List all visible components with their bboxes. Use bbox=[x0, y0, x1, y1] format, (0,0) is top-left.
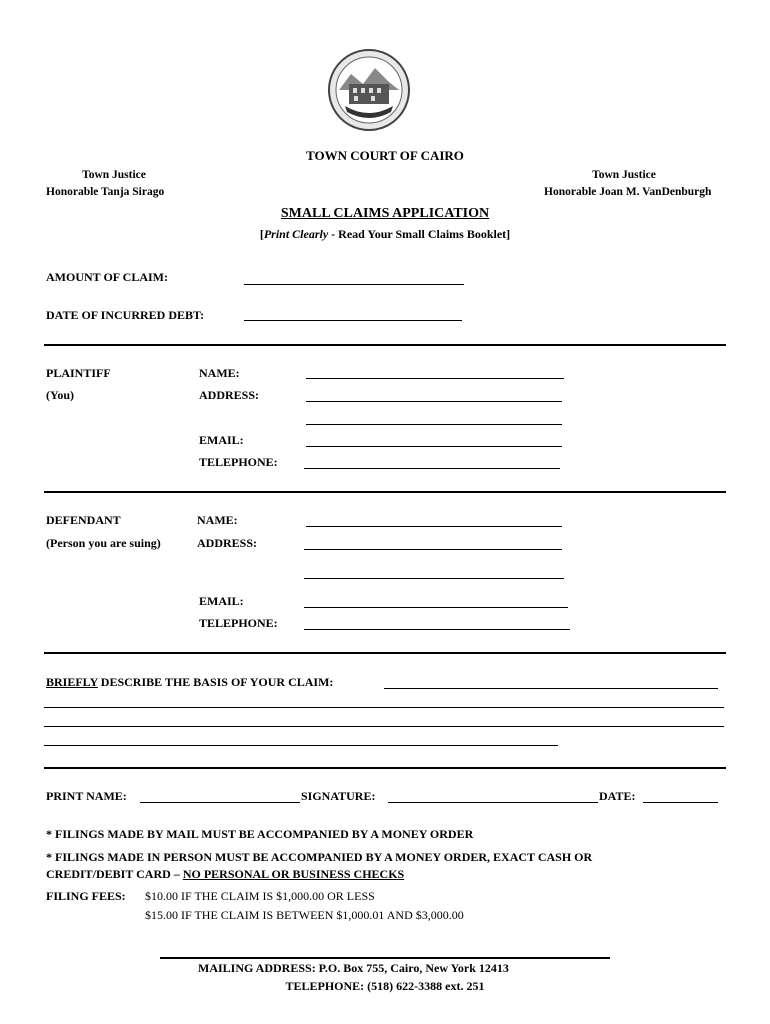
claim-basis-field-2[interactable] bbox=[44, 707, 724, 708]
date-label: DATE: bbox=[599, 789, 636, 803]
plaintiff-telephone-label: TELEPHONE: bbox=[199, 455, 278, 469]
right-justice-name: Honorable Joan M. VanDenburgh bbox=[544, 186, 712, 198]
instruction-rest: - Read Your Small Claims Booklet bbox=[328, 227, 507, 241]
defendant-telephone-field[interactable] bbox=[304, 629, 570, 630]
mail-filing-note: * FILINGS MADE BY MAIL MUST BE ACCOMPANIED BY A MONEY ORDER bbox=[46, 827, 474, 841]
left-justice-title: Town Justice bbox=[82, 169, 146, 181]
print-name-field[interactable] bbox=[140, 802, 300, 803]
divider bbox=[44, 767, 726, 769]
signature-label: SIGNATURE: bbox=[301, 789, 376, 803]
defendant-email-label: EMAIL: bbox=[199, 594, 244, 608]
claim-basis-label: BRIEFLY DESCRIBE THE BASIS OF YOUR CLAIM: bbox=[46, 675, 334, 689]
form-title: SMALL CLAIMS APPLICATION bbox=[280, 206, 490, 221]
plaintiff-address-field-1[interactable] bbox=[306, 401, 562, 402]
defendant-name-label: NAME: bbox=[197, 513, 238, 527]
print-name-label: PRINT NAME: bbox=[46, 789, 127, 803]
plaintiff-telephone-field[interactable] bbox=[304, 468, 560, 469]
right-justice-title: Town Justice bbox=[592, 169, 656, 181]
divider bbox=[44, 344, 726, 346]
mailing-address: MAILING ADDRESS: P.O. Box 755, Cairo, New York 12413 bbox=[198, 961, 509, 975]
filing-fees-label: FILING FEES: bbox=[46, 889, 126, 903]
town-seal-logo bbox=[327, 48, 411, 132]
defendant-heading: DEFENDANT bbox=[46, 513, 121, 527]
amount-of-claim-field[interactable] bbox=[244, 284, 464, 285]
divider bbox=[44, 652, 726, 654]
footer-telephone: TELEPHONE: (518) 622-3388 ext. 251 bbox=[285, 979, 485, 993]
instruction-italic: Print Clearly bbox=[263, 227, 329, 241]
form-instruction: [Print Clearly - Read Your Small Claims Booklet] bbox=[259, 227, 511, 241]
defendant-email-field[interactable] bbox=[304, 607, 568, 608]
plaintiff-address-field-2[interactable] bbox=[306, 424, 562, 425]
person-filing-note-line2: CREDIT/DEBIT CARD – NO PERSONAL OR BUSINESS CHECKS bbox=[46, 867, 405, 881]
claim-basis-field-4[interactable] bbox=[44, 745, 558, 746]
court-name: TOWN COURT OF CAIRO bbox=[306, 148, 464, 163]
defendant-address-label: ADDRESS: bbox=[197, 536, 258, 550]
amount-of-claim-label: AMOUNT OF CLAIM: bbox=[46, 270, 168, 284]
defendant-telephone-label: TELEPHONE: bbox=[199, 616, 278, 630]
defendant-name-field[interactable] bbox=[306, 526, 562, 527]
filing-fee-2: $15.00 IF THE CLAIM IS BETWEEN $1,000.01 AND $3,000.00 bbox=[145, 908, 464, 922]
plaintiff-address-label: ADDRESS: bbox=[199, 388, 260, 402]
plaintiff-heading: PLAINTIFF bbox=[46, 366, 111, 380]
plaintiff-email-field[interactable] bbox=[306, 446, 562, 447]
filing-fee-1: $10.00 IF THE CLAIM IS $1,000.00 OR LESS bbox=[145, 889, 375, 903]
defendant-address-field-1[interactable] bbox=[304, 549, 562, 550]
plaintiff-name-field[interactable] bbox=[306, 378, 564, 379]
plaintiff-email-label: EMAIL: bbox=[199, 433, 244, 447]
plaintiff-sub: (You) bbox=[46, 388, 75, 402]
date-of-debt-label: DATE OF INCURRED DEBT: bbox=[46, 308, 205, 322]
person-filing-note-line1: * FILINGS MADE IN PERSON MUST BE ACCOMPANIED BY A MONEY ORDER, EXACT CASH OR bbox=[46, 850, 593, 864]
claim-basis-field-3[interactable] bbox=[44, 726, 724, 727]
defendant-address-field-2[interactable] bbox=[304, 578, 564, 579]
date-of-debt-field[interactable] bbox=[244, 320, 462, 321]
plaintiff-name-label: NAME: bbox=[199, 366, 240, 380]
footer-divider bbox=[160, 957, 610, 959]
divider bbox=[44, 491, 726, 493]
date-field[interactable] bbox=[643, 802, 718, 803]
left-justice-name: Honorable Tanja Sirago bbox=[46, 186, 165, 198]
claim-basis-field-1[interactable] bbox=[384, 688, 718, 689]
signature-field[interactable] bbox=[388, 802, 598, 803]
defendant-sub: (Person you are suing) bbox=[46, 536, 161, 550]
